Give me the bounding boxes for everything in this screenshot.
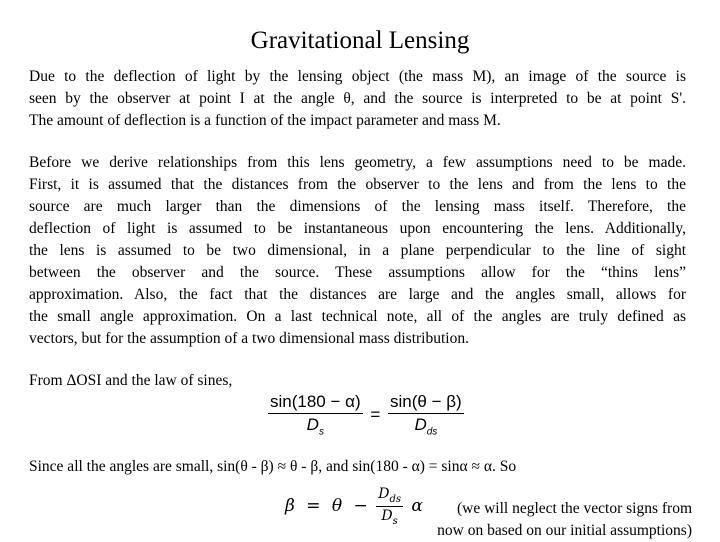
- numerator-symbol: D: [378, 486, 390, 502]
- vector-note: [392, 498, 692, 542]
- denominator-symbol: D: [306, 415, 319, 434]
- text-line: (we will neglect the vector signs from: [456, 500, 692, 517]
- text-line: Before we derive relationships from this lens geometry, a few assumptions need to be made.: [29, 154, 686, 171]
- formula-left-fraction: [268, 392, 363, 437]
- text-line: the small angle approximation. On a last technical note, all of the angles are truly defined as: [29, 308, 686, 325]
- formula-denominator: [388, 414, 464, 437]
- text-line: First, it is assumed that the distances from the observer to the lens and from the lens to the: [29, 176, 686, 193]
- minus-sign: −: [353, 496, 368, 517]
- paragraph-assumptions: [29, 152, 686, 350]
- paragraph-deflection: [29, 66, 686, 132]
- formula-numerator: sin(180 − α): [268, 392, 363, 414]
- denominator-subscript: s: [318, 426, 324, 438]
- law-of-sines-formula: [268, 392, 464, 437]
- text-line: vectors, but for the assumption of a two dimensional mass distribution.: [29, 330, 469, 347]
- denominator-symbol: D: [381, 507, 393, 524]
- denominator-subscript: s: [392, 515, 398, 527]
- paragraph-law-of-sines: [29, 370, 686, 392]
- numerator-subscript: ds: [389, 493, 401, 505]
- page-title: Gravitational Lensing: [250, 27, 470, 54]
- theta-symbol: θ: [331, 496, 343, 517]
- denominator-symbol: D: [414, 415, 427, 434]
- text-line: between the observer and the source. These assumptions allow for the “thins lens”: [29, 264, 686, 281]
- equals-sign: =: [370, 404, 381, 424]
- beta-symbol: β: [285, 496, 295, 517]
- text-line: Due to the deflection of light by the lensing object (the mass M), an image of the source is: [29, 68, 686, 85]
- denominator-subscript: ds: [426, 426, 438, 438]
- text-line: The amount of deflection is a function of the impact parameter and mass M.: [29, 112, 501, 129]
- text-line: From ΔOSI and the law of sines,: [29, 372, 233, 389]
- alpha-symbol: α: [411, 496, 423, 517]
- formula-right-fraction: [388, 392, 464, 437]
- equals-sign: =: [306, 496, 321, 517]
- text-line: now on based on our initial assumptions): [437, 522, 692, 539]
- text-line: Since all the angles are small, sin(θ - β) ≈ θ - β, and sin(180 - α) = sinα ≈ α. So: [29, 458, 517, 475]
- formula-denominator: [268, 414, 363, 437]
- text-line: approximation. Also, the fact that the distances are large and the angles small, allows for: [29, 286, 686, 303]
- text-line: source are much larger than the dimensions of the lensing mass itself. Therefore, the: [29, 198, 686, 215]
- text-line: the lens is assumed to be two dimensional, in a plane perpendicular to the line of sight: [29, 242, 686, 259]
- formula-numerator: sin(θ − β): [388, 392, 464, 414]
- paragraph-small-angle: [29, 456, 686, 478]
- text-line: seen by the observer at point I at the angle θ, and the source is interpreted to be at point S'.: [29, 90, 686, 107]
- text-line: deflection of light is assumed to be instantaneous upon encountering the lens. Additionally,: [29, 220, 686, 237]
